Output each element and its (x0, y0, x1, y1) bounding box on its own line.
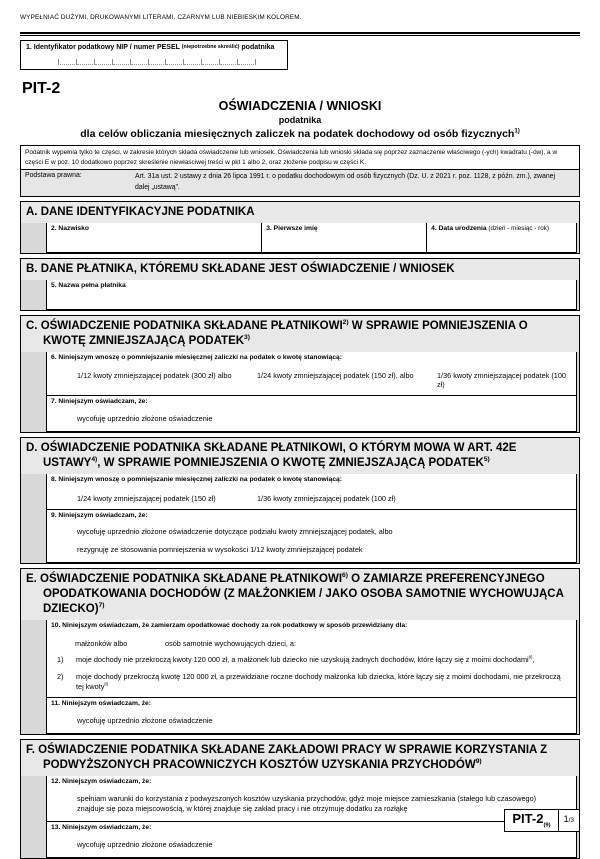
condition-1-number: 1) (57, 654, 64, 664)
tax-id-digit-guide[interactable] (58, 59, 256, 65)
first-name-label: 3. Pierwsze imię (266, 224, 318, 232)
tax-id-label (26, 44, 282, 52)
field-6-label: 6. Niniejszym wnoszę o pomniejszanie miesięcznej zaliczki na podatek o kwotę stanowiącą: (51, 353, 342, 361)
form-title: OŚWIADCZENIA / WNIOSKI (218, 99, 382, 114)
section-b-body (21, 280, 579, 310)
section-f-body (21, 776, 579, 858)
section-f-title: F. OŚWIADCZENIE PODATNIKA SKŁADANE ZAKŁADOWI PRACY W SPRAWIE KORZYSTANIA Z PODWYŻSZONYCH PRACOWNICZYCH KOSZTÓW UZYSKANIA PRZYCHODÓW$^{9)}$ (26, 743, 548, 771)
option-1-12-reduction[interactable]: 1/12 kwoty zmniejszającej podatek (300 zł) albo (77, 371, 232, 381)
payer-name-field[interactable] (46, 280, 577, 310)
field-13-option-withdraw[interactable]: wycofuję uprzednio złożone oświadczenie (77, 840, 213, 850)
tax-id-box[interactable] (20, 40, 288, 70)
field-9-option-withdraw[interactable]: wycofuję uprzednio złożone oświadczenie dotyczące podziału kwoty zmniejszającej podatek, albo (77, 527, 393, 537)
tax-id-label-suffix: podatnika (241, 44, 275, 51)
legal-basis-text: Art. 31a ust. 2 ustawy z dnia 26 lipca 1991 r. o podatku dochodowym od osób fizycznych (Dz. U. z 2021 r. poz. 1128, z późn. zm.), zwanej dalej „ustawą”. (135, 173, 556, 191)
section-f (20, 739, 580, 859)
legal-basis-label: Podstawa prawna: (25, 172, 82, 180)
field-7-withdrawal (46, 395, 577, 432)
birth-date-hint: (dzień - miesiąc - rok) (488, 224, 549, 232)
section-c (20, 315, 580, 433)
field-6-monthly-reduction (46, 352, 577, 397)
birth-date-label: 4. Data urodzenia (dzień - miesiąc - rok) (431, 224, 549, 232)
footnote-3: 3) (244, 333, 250, 341)
surname-label: 2. Nazwisko (51, 224, 89, 232)
field-9-option-resign[interactable]: rezygnuję ze stosowania pomniejszenia w wysokości 1/12 kwoty zmniejszającej podatek (77, 545, 363, 555)
option-1-24-reduction-d[interactable]: 1/24 kwoty zmniejszającej podatek (150 zł) (77, 493, 216, 503)
section-e-title: E. OŚWIADCZENIE PODATNIKA SKŁADANE PŁATNIKOWI$^{6)}$ O ZAMIARZE PREFERENCYJNEGO OPODATKOWANIA DOCHODÓW (Z MAŁŻONKIEM / JAKO OSOBA SAMOTNIE WYCHOWUJĄCA DZIECKO)$^{7)}$ (26, 572, 564, 616)
section-d-header (21, 438, 579, 474)
top-divider (20, 32, 580, 36)
form-purpose: dla celów obliczania miesięcznych zaliczek na podatek dochodowy od osób fizycznych$^{1)}$ (80, 127, 520, 141)
option-single-parent[interactable]: osób samotnie wychowujących dzieci, a: (165, 638, 297, 648)
field-12-label: 12. Niniejszym oświadczam, że: (51, 777, 152, 785)
condition-2-number: 2) (57, 671, 64, 681)
field-10-label: 10. Niniejszym oświadczam, że zamierzam opodatkować dochody za rok podatkowy w sposób przewidziany dla: (51, 622, 408, 630)
title-block (20, 99, 580, 140)
field-9-withdrawal (46, 509, 577, 564)
condition-1-text: moje dochody nie przekroczą kwoty 120 000 zł, a małżonek lub dziecko nie uzyskują żadnych dochodów, które łączy się z moimi dochodami$^{8)}$, (76, 654, 535, 664)
footnote-4: 4) (91, 456, 98, 464)
field-8-label: 8. Niniejszym wnoszę o pomniejszanie miesięcznej zaliczki na podatek o kwotę stanowiącą: (51, 475, 342, 483)
section-f-header (21, 740, 579, 776)
footnote-8: 8) (528, 654, 533, 660)
footnote-7: 7) (98, 602, 105, 610)
field-9-label: 9. Niniejszym oświadczam, że: (51, 511, 148, 519)
section-a (20, 201, 580, 254)
footnote-6: 6) (342, 572, 348, 580)
field-11-label: 11. Niniejszym oświadczam, że: (51, 700, 151, 708)
condition-2-text: moje dochody przekroczą kwotę 120 000 zł, a przewidziane roczne dochody małżonka lub dziecka, które łączy się z moimi dochodami, nie przekroczą tej kwoty$^{8)}$ (76, 671, 561, 692)
footnote-1: 1) (514, 127, 520, 135)
field-11-option-withdraw[interactable]: wycofuję uprzednio złożone oświadczenie (77, 716, 213, 726)
footer-page-number: 1/3 (559, 809, 580, 832)
section-c-header (21, 316, 579, 352)
legal-basis-row (21, 169, 579, 196)
footer-form-version: (9) (543, 823, 551, 829)
field-8-monthly-reduction (46, 474, 577, 510)
section-d (20, 437, 580, 564)
field-10-preferential-taxation (46, 620, 577, 698)
notice-text: Podatnik wypełnia tylko te części, w zakresie których składa oświadczenie lub wniosek. Oświadczenia lub wnioski składa się poprzez zaznaczenie właściwego (-ych) kwadratu (-ów), a w części E w poz. 10 dodatkowo poprzez skreślenie niewłaściwej treści w pkt 1 albo 2, oraz złożenie podpisu w części K. (25, 149, 558, 166)
footer-form-code: PIT-$2_{(9)}$ (504, 809, 558, 832)
payer-name-label: 5. Nazwa pełna płatnika (51, 281, 126, 289)
footnote-8b: 8) (104, 681, 109, 687)
footnote-2: 2) (342, 319, 349, 326)
field-10-condition-1[interactable] (57, 655, 572, 665)
surname-field[interactable] (46, 223, 262, 253)
section-b (20, 258, 580, 311)
option-1-36-reduction[interactable]: 1/36 kwoty zmniejszającej podatek (100 zł) (437, 371, 566, 390)
section-c-title: C. OŚWIADCZENIE PODATNIKA SKŁADANE PŁATNIKOWI$^{2)}$ W SPRAWIE POMNIEJSZENIA O KWOTĘ ZMNIEJSZAJĄCĄ PODATEK$^{3)}$ (26, 319, 528, 347)
form-code: PIT-2 (22, 80, 61, 98)
section-e-body (21, 620, 579, 734)
field-12-increased-costs (46, 776, 577, 823)
option-spouses[interactable]: małżonków albo (75, 638, 128, 648)
first-name-field[interactable] (261, 223, 427, 253)
field-13-label: 13. Niniejszym oświadczam, że: (51, 824, 152, 832)
section-e-header (21, 569, 579, 620)
section-a-title: A. DANE IDENTYFIKACYJNE PODATNIKA (26, 205, 255, 218)
section-b-header (21, 259, 579, 280)
page-footer (504, 809, 580, 832)
footnote-5: 5) (483, 456, 490, 464)
option-1-36-reduction-d[interactable]: 1/36 kwoty zmniejszającej podatek (100 zł) (257, 493, 396, 503)
section-a-body (21, 223, 579, 253)
field-7-label: 7. Niniejszym oświadczam, że: (51, 398, 148, 406)
section-a-header (21, 202, 579, 223)
section-b-title: B. DANE PŁATNIKA, KTÓREMU SKŁADANE JEST OŚWIADCZENIE / WNIOSEK (26, 262, 455, 275)
field-12-option-costs[interactable]: spełniam warunki do korzystania z podwyższonych kosztów uzyskania przychodów, gdyż moje miejsce zamieszkania (stałego lub czasowego) znajduje się poza miejscowością, w której znajduje się zakład pracy i nie otrzymuję dodatku za rozłąkę (77, 793, 537, 814)
fill-instruction: WYPEŁNIAĆ DUŻYMI, DRUKOWANYMI LITERAMI, CZARNYM LUB NIEBIESKIM KOLOREM. (20, 14, 302, 21)
footnote-9: 9) (475, 758, 482, 766)
section-d-title: D. OŚWIADCZENIE PODATNIKA SKŁADANE PŁATNIKOWI, O KTÓRYM MOWA W ART. 42E USTAWY$^{4)}$, W SPRAWIE POMNIEJSZENIA O KWOTĘ ZMNIEJSZAJĄCĄ PODATEK$^{5)}$ (26, 442, 517, 469)
option-1-24-reduction[interactable]: 1/24 kwoty zmniejszającej podatek (150 zł), albo (257, 371, 414, 381)
form-subtitle: podatnika (278, 115, 322, 126)
field-11-withdrawal (46, 697, 577, 734)
tax-id-label-text: 1. Identyfikator podatkowy NIP / numer PESEL (26, 44, 180, 51)
notice-box (20, 145, 580, 197)
field-13-withdrawal (46, 821, 577, 858)
section-e (20, 568, 580, 735)
tax-id-strike-note: (niepotrzebne skreślić) (181, 43, 240, 50)
birth-date-field[interactable] (426, 223, 577, 253)
field-10-condition-2[interactable] (57, 672, 572, 692)
field-7-option-withdraw[interactable]: wycofuję uprzednio złożone oświadczenie (77, 414, 213, 424)
section-c-body (21, 352, 579, 432)
section-d-body (21, 474, 579, 563)
